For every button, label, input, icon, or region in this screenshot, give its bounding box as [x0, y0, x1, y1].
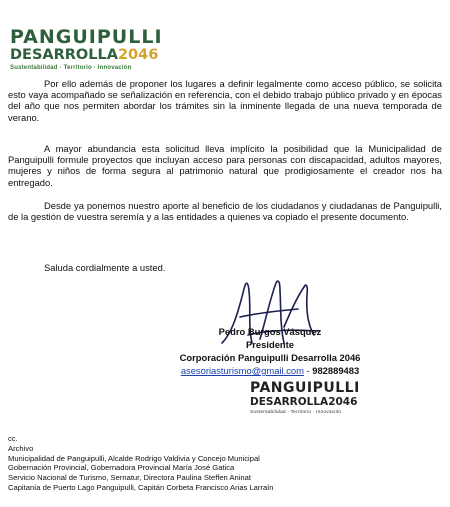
phone-number: 982889483 — [312, 365, 360, 376]
logo-bottom-year: 2046 — [328, 396, 358, 408]
logo-bottom-title: PANGUIPULLI — [250, 380, 360, 396]
logo-tagline: Sustentabilidad · Territorio · Innovación — [10, 65, 132, 71]
logo-subtitle-text: DESARROLLA — [10, 47, 118, 63]
cc-item: Servicio Nacional de Turismo, Sernatur, Directora Paulina Steffen Aninat — [8, 473, 251, 483]
cc-list — [8, 434, 448, 493]
signer-role: Presidente — [246, 339, 294, 350]
signer-name: Pedro Burgos Vásquez — [218, 326, 322, 337]
paragraph-1: Por ello además de proponer los lugares a definir legalmente como acceso público, se solicita esto vaya acompañado se señalización en referencia, con el debido trabajo público privado y en épocas del año que nos permiten abordar los trámites sin la inminente llegada de una nueva temporada de verano. — [8, 78, 442, 123]
contact-separator: - — [303, 365, 313, 376]
signer-contact — [150, 365, 390, 378]
closing-line: Saluda cordialmente a usted. — [44, 262, 166, 273]
logo-title: PANGUIPULLI — [10, 26, 163, 48]
signer-organization: Corporación Panguipulli Desarrolla 2046 — [179, 352, 361, 363]
logo-bottom-subtitle — [250, 396, 370, 408]
logo-bottom-subtitle-text: DESARROLLA — [250, 396, 329, 408]
email-link[interactable]: asesoriasturismo@gmail.com — [180, 365, 304, 376]
logo-bottom — [250, 381, 370, 415]
logo-top — [10, 26, 163, 71]
paragraph-2: A mayor abundancia esta solicitud lleva implícito la posibilidad que la Municipalidad de Panguipulli formule proyectos que incluyan acceso para personas con discapacidad, adultos mayores, mujeres y niños de forma segura al patrimonio natural que prodigiosamente el creador nos ha entregado. — [8, 143, 442, 188]
cc-item: Municipalidad de Panguipulli, Alcalde Rodrigo Valdivia y Concejo Municipal — [8, 453, 260, 463]
logo-bottom-tagline: Sustentabilidad · Territorio · Innovación — [250, 410, 342, 415]
paragraph-3: Desde ya ponemos nuestro aporte al beneficio de los ciudadanos y ciudadanas de Panguipulli, de la gestión de vuestra seremía y a las entidades a quienes va copiado el presente documento. — [8, 200, 442, 223]
cc-item: Capitanía de Puerto Lago Panguipulli, Capitán Corbeta Francisco Arias Larraín — [8, 482, 274, 492]
cc-item: Archivo — [8, 443, 34, 453]
cc-item: Gobernación Provincial, Gobernadora Provincial María José Gatica — [8, 463, 235, 473]
logo-year: 2046 — [117, 47, 159, 63]
cc-label: cc. — [8, 434, 18, 443]
logo-subtitle — [10, 47, 160, 63]
